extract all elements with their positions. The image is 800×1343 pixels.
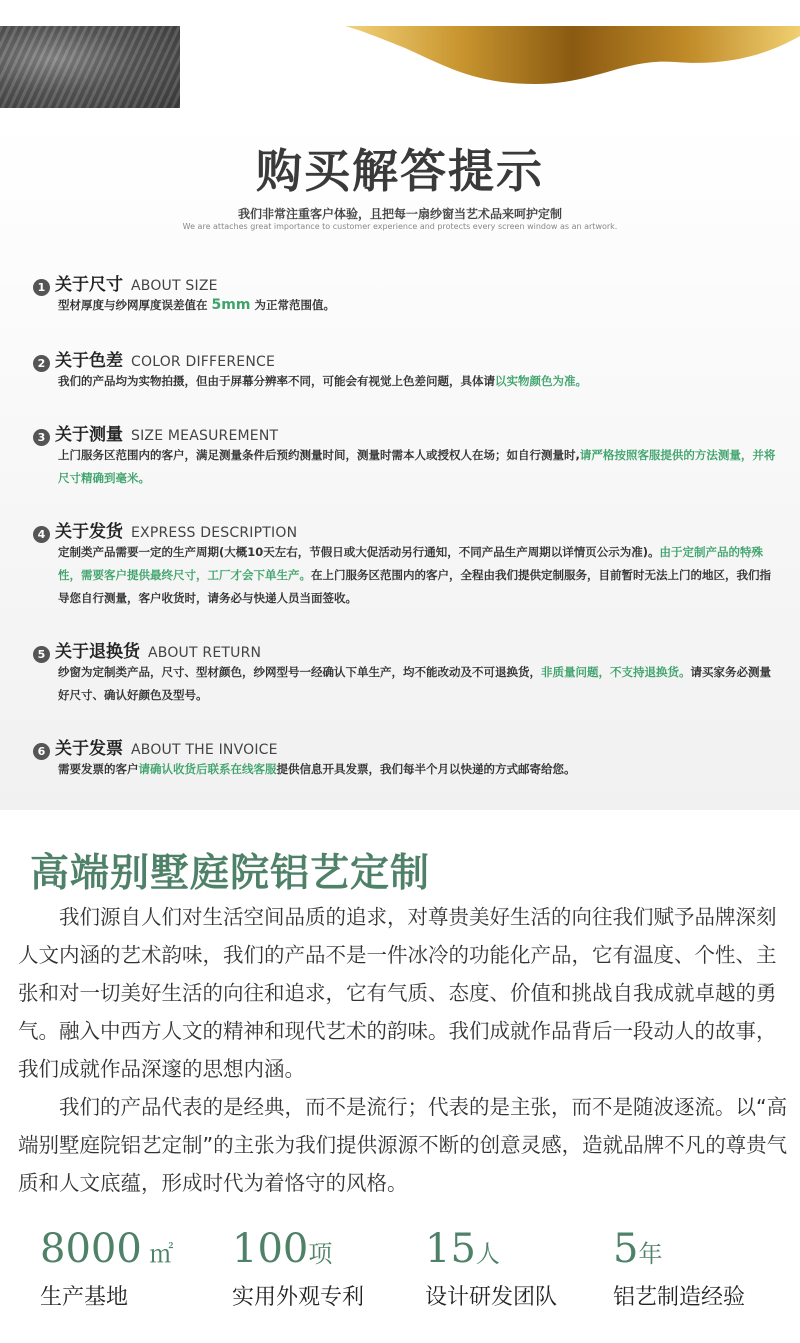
- stat-label: 生产基地: [40, 1285, 129, 1310]
- number-circle-icon: 2: [33, 355, 50, 372]
- stat-value: [232, 1225, 364, 1278]
- highlight-text: 非质量问题，不支持退换货。: [541, 665, 691, 679]
- faq-item-return: [33, 637, 778, 707]
- faq-item-body: [33, 758, 778, 781]
- faq-item-header: [33, 270, 778, 294]
- number-circle-icon: 1: [33, 279, 50, 296]
- faq-item-title-en: COLOR DIFFERENCE: [131, 354, 276, 370]
- section-title: 高端别墅庭院铝艺定制: [30, 851, 431, 896]
- faq-item-header: [33, 734, 778, 758]
- highlight-text: 请严格按照客服提供的方法测量，并将尺寸精确到毫米。: [58, 448, 776, 485]
- body-text: 型材厚度与纱网厚度误差值在: [58, 298, 212, 312]
- body-text: 提供信息开具发票，我们每半个月以快递的方式邮寄给您。: [276, 762, 576, 776]
- faq-item-title-en: ABOUT RETURN: [148, 645, 262, 661]
- faq-item-body: [33, 294, 778, 317]
- top-banner: [0, 0, 800, 120]
- number-circle-icon: 5: [33, 646, 50, 663]
- intro-paragraph-2: 我们的产品代表的是经典，而不是流行；代表的是主张，而不是随波逐流。以“高端别墅庭院铝艺定制”的主张为我们提供源源不断的创意灵感，造就品牌不凡的尊贵气质和人文底蕴，形成时代为着恪守的风格。: [18, 1095, 788, 1195]
- faq-item-body: [33, 541, 778, 610]
- stat-value: [425, 1225, 557, 1278]
- number-circle-icon: 3: [33, 429, 50, 446]
- body-text: 我们的产品均为实物拍摄，但由于屏幕分辨率不同，可能会有视觉上色差问题，具体请: [58, 374, 495, 388]
- stat-unit: ㎡: [141, 1240, 174, 1268]
- body-text: 请买家务必测量好尺寸、确认好颜色及型号。: [58, 665, 771, 702]
- stat-number: 5: [613, 1226, 639, 1272]
- faq-item-express: [33, 517, 778, 610]
- faq-item-title: 关于退换货: [55, 642, 140, 662]
- stat-number: 100: [232, 1226, 309, 1272]
- faq-item-title-en: ABOUT THE INVOICE: [131, 742, 278, 758]
- gold-wave-decoration: [345, 26, 800, 90]
- number-circle-icon: 4: [33, 526, 50, 543]
- body-text: 需要发票的客户: [58, 762, 139, 776]
- intro-paragraph-1: 我们源自人们对生活空间品质的追求，对尊贵美好生活的向往我们赋予品牌深刻人文内涵的艺术韵味，我们的产品不是一件冰冷的功能化产品，它有温度、个性、主张和对一切美好生活的向往和追求，它有气质、态度、价值和挑战自我成就卓越的勇气。融入中西方人文的精神和现代艺术的韵味。我们成就作品背后一段动人的故事，我们成就作品深邃的思想内涵。: [18, 905, 777, 1081]
- highlight-text: 5mm: [211, 297, 251, 313]
- body-text: 纱窗为定制类产品，尺寸、型材颜色，纱网型号一经确认下单生产，均不能改动及不可退换货，: [58, 665, 541, 679]
- stat-production-base: [40, 1225, 173, 1311]
- faq-item-size: [33, 270, 778, 317]
- stat-label: 设计研发团队: [425, 1285, 558, 1310]
- faq-panel: [0, 120, 800, 810]
- faq-item-body: [33, 444, 778, 490]
- highlight-text: 由于定制产品的特殊性，需要客户提供最终尺寸，工厂才会下单生产。: [58, 545, 764, 582]
- number-circle-icon: 6: [33, 743, 50, 760]
- faq-item-header: [33, 346, 778, 370]
- stone-texture-image: [0, 26, 180, 108]
- stat-value: [613, 1225, 745, 1278]
- faq-subtitle-en: We are attaches great importance to customer experience and protects every screen window as an artwork.: [182, 222, 618, 231]
- faq-item-header: [33, 420, 778, 444]
- faq-item-title: 关于测量: [55, 425, 123, 445]
- faq-item-title: 关于色差: [55, 351, 123, 371]
- faq-item-header: [33, 637, 778, 661]
- faq-item-header: [33, 517, 778, 541]
- faq-item-title-en: SIZE MEASUREMENT: [131, 428, 279, 444]
- faq-item-title-en: EXPRESS DESCRIPTION: [131, 525, 298, 541]
- faq-item-measurement: [33, 420, 778, 490]
- body-text: 上门服务区范围内的客户，满足测量条件后预约测量时间，测量时需本人或授权人在场；如自行测量时,: [58, 448, 580, 462]
- faq-item-body: [33, 661, 778, 707]
- highlight-text: 请确认收货后联系在线客服: [138, 762, 277, 776]
- stat-unit: 人: [475, 1240, 500, 1268]
- faq-item-title: 关于发货: [55, 522, 123, 542]
- stat-unit: 项: [308, 1240, 333, 1268]
- stat-experience: [613, 1225, 745, 1311]
- stat-unit: 年: [638, 1240, 663, 1268]
- faq-title: 购买解答提示: [256, 144, 544, 198]
- faq-subtitle: 我们非常注重客户体验，且把每一扇纱窗当艺术品来呵护定制: [237, 207, 562, 221]
- stat-number: 8000: [40, 1226, 142, 1272]
- faq-item-title-en: ABOUT SIZE: [131, 278, 218, 294]
- faq-item-title: 关于尺寸: [55, 275, 123, 295]
- body-text: 为正常范围值。: [250, 298, 335, 312]
- faq-item-title: 关于发票: [55, 739, 123, 759]
- highlight-text: 以实物颜色为准。: [495, 374, 587, 388]
- stat-value: [40, 1225, 173, 1278]
- body-text: 在上门服务区范围内的客户，全程由我们提供定制服务，目前暂时无法上门的地区，我们指导您自行测量，客户收货时，请务必与快递人员当面签收。: [58, 568, 771, 605]
- stats-row: [0, 1225, 800, 1325]
- faq-item-invoice: [33, 734, 778, 781]
- stat-patents: [232, 1225, 364, 1311]
- stat-number: 15: [425, 1226, 476, 1272]
- body-text: 定制类产品需要一定的生产周期(大概10天左右，节假日或大促活动另行通知，不同产品生产周期以详情页公示为准)。: [58, 545, 660, 559]
- faq-item-color: [33, 346, 778, 393]
- faq-item-body: [33, 370, 778, 393]
- stat-label: 实用外观专利: [232, 1285, 365, 1310]
- stat-label: 铝艺制造经验: [613, 1285, 746, 1310]
- stat-design-team: [425, 1225, 557, 1311]
